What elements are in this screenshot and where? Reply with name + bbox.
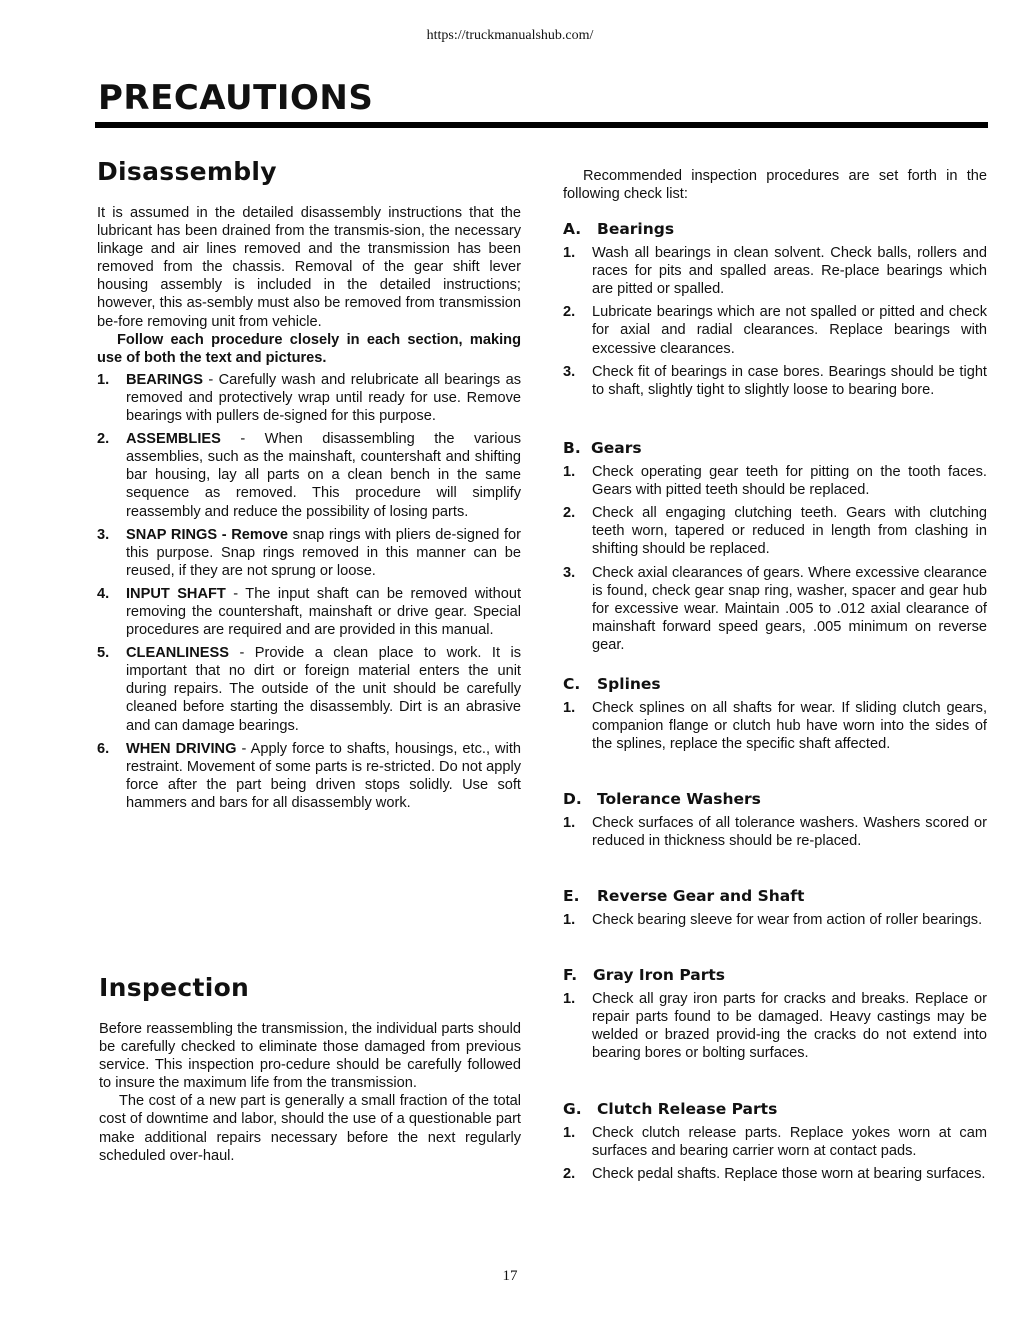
item-text: Check all gray iron parts for cracks and breaks. Replace or repair parts found to be damaged. Heavy castings may be welded or brazed provid-ing the cracks do not extend into bearing bores or bolting surfaces. — [592, 991, 987, 1062]
item-number: 3. — [97, 526, 110, 543]
item-text: Lubricate bearings which are not spalled or pitted and check for axial and radial clearances. Replace bearings with excessive clearances. — [592, 304, 987, 357]
list-item — [563, 244, 987, 298]
list-item — [563, 1124, 987, 1160]
list-item — [563, 699, 987, 753]
list-item — [563, 564, 987, 654]
list-item — [563, 504, 987, 558]
item-text: - Apply force to shafts, housings, etc., with restraint. Movement of some parts is re-stricted. Do not apply force after the part being driven stops solidly. Use soft hammers and bars for all disassembly work. — [126, 740, 522, 811]
item-number: 2. — [563, 304, 576, 321]
item-number: 1. — [563, 1125, 576, 1142]
list-item — [563, 1165, 987, 1183]
checklist-items — [563, 699, 987, 753]
item-text: Check clutch release parts. Replace yokes worn at cam surfaces and bearing carrier worn at contact pads. — [592, 1125, 987, 1160]
item-number: 2. — [563, 1166, 576, 1183]
checklist-items — [563, 911, 987, 929]
checklist-heading — [563, 887, 987, 905]
section-letter: A. — [563, 220, 582, 238]
list-item — [563, 911, 987, 929]
item-number: 3. — [563, 363, 576, 380]
list-item — [563, 990, 987, 1062]
item-number: 1. — [97, 371, 110, 388]
item-number: 5. — [97, 645, 110, 662]
item-text: Check splines on all shafts for wear. If sliding clutch gears, companion flange or clutch hub have worn into the sides of the splines, replace the specific shaft affected. — [592, 700, 987, 753]
section-letter: D. — [563, 790, 582, 808]
item-number: 1. — [563, 700, 576, 717]
section-letter: B. — [563, 439, 581, 457]
checklist-b — [563, 439, 987, 654]
item-term: INPUT SHAFT — [126, 585, 226, 602]
item-number: 6. — [97, 740, 110, 757]
list-item — [97, 585, 521, 639]
list-item — [563, 363, 987, 399]
item-number: 2. — [97, 431, 110, 448]
item-number: 1. — [563, 991, 576, 1008]
item-term: WHEN DRIVING — [126, 740, 237, 757]
checklist-heading — [563, 439, 987, 457]
list-item — [97, 430, 521, 520]
item-number: 1. — [563, 815, 576, 832]
list-item — [563, 463, 987, 499]
inspection-paragraph-2: The cost of a new part is generally a small fraction of the total cost of downtime and labor, should the use of a questionable part make additional repairs necessary before the next regularly scheduled over-haul. — [99, 1093, 521, 1164]
section-title: Splines — [597, 675, 661, 693]
list-item — [97, 526, 521, 580]
list-item — [563, 814, 987, 850]
checklist-heading — [563, 220, 987, 238]
checklist-intro-block — [563, 167, 987, 203]
section-letter: C. — [563, 675, 581, 693]
checklist-heading — [563, 675, 987, 693]
item-text: - Provide a clean place to work. It is important that no dirt or foreign material enters the unit during repairs. The outside of the unit should be carefully cleaned before starting the disassembly. Dirt is an abrasive and can damage bearings. — [126, 645, 521, 734]
checklist-heading — [563, 1100, 987, 1118]
checklist-f — [563, 966, 987, 1062]
checklist-a — [563, 220, 987, 399]
item-number: 1. — [563, 464, 576, 481]
checklist-c — [563, 675, 987, 753]
checklist-heading — [563, 966, 987, 984]
disassembly-intro: It is assumed in the detailed disassembly instructions that the lubricant has been drained from the transmis-sion, the necessary linkage and air lines removed and the transmission has been removed from the chassis. Removal of the gear shift lever housing assembly is included in the detailed instructions; however, this as-sembly must also be removed from transmission be-fore removing unit from vehicle. — [97, 205, 521, 330]
section-letter: F. — [563, 966, 578, 984]
title-rule — [95, 122, 988, 128]
item-term: ASSEMBLIES — [126, 431, 221, 448]
list-item — [97, 740, 521, 812]
checklist-items — [563, 1124, 987, 1183]
item-text: snap rings with pliers de-signed for this purpose. Snap rings removed in this manner can be reused, if they are not sprung or loose. — [126, 526, 521, 579]
item-number: 1. — [563, 912, 576, 929]
disassembly-section — [97, 156, 521, 812]
item-text: Check pedal shafts. Replace those worn at bearing surfaces. — [592, 1166, 986, 1183]
item-number: 2. — [563, 505, 576, 522]
page-number: 17 — [502, 1268, 518, 1284]
item-text: Check operating gear teeth for pitting on the tooth faces. Gears with pitted teeth should be replaced. — [592, 464, 987, 499]
inspection-paragraph-1: Before reassembling the transmission, the individual parts should be carefully checked to eliminate those damaged from previous service. This inspection pro-cedure should be carefully followed to insure the maximum life from the transmission. — [99, 1021, 521, 1092]
item-text: Check axial clearances of gears. Where excessive clearance is found, check gear snap ring, washer, spacer and gear hub for excessive wear. Maintain .005 to .012 axial clearance of mainshaft forward speed gears, .005 minimum on reverse gear. — [592, 564, 987, 653]
checklist-e — [563, 887, 987, 929]
item-term: BEARINGS — [126, 371, 204, 388]
section-title: Clutch Release Parts — [597, 1100, 778, 1118]
item-text: - When disassembling the various assemblies, such as the mainshaft, countershaft and shifting bar housing, lay all parts on a clean bench in the same sequence as removed. This procedure will simplify reassembly and reduce the possibility of losing parts. — [126, 431, 521, 520]
disassembly-follow-note: Follow each procedure closely in each section, making use of both the text and pictures. — [97, 331, 521, 366]
disassembly-list — [97, 371, 521, 812]
item-number: 1. — [563, 245, 576, 262]
section-title: Reverse Gear and Shaft — [597, 887, 805, 905]
item-text: - Carefully wash and relubricate all bearings as removed and protectively wrap until ready for use. Remove bearings with pullers de-signed for this purpose. — [126, 371, 521, 425]
item-text: - The input shaft can be removed without removing the countershaft, mainshaft or drive gear. Special procedures are required and are provided in this manual. — [126, 585, 521, 639]
checklist-intro: Recommended inspection procedures are set forth in the following check list: — [563, 168, 987, 203]
section-letter: E. — [563, 887, 580, 905]
item-text: Check all engaging clutching teeth. Gears with clutching teeth worn, tapered or reduced in length from clashing in shifting should be replaced. — [592, 505, 987, 558]
item-text: Check bearing sleeve for wear from action of roller bearings. — [592, 912, 983, 929]
source-url: https://truckmanualshub.com/ — [426, 28, 594, 43]
checklist-items — [563, 463, 987, 654]
checklist-g — [563, 1100, 987, 1183]
inspection-heading: Inspection — [99, 973, 250, 1002]
section-title: Gears — [591, 439, 642, 457]
item-text: Check surfaces of all tolerance washers. Washers scored or reduced in thickness should be re-placed. — [592, 815, 987, 850]
page-title: PRECAUTIONS — [98, 78, 374, 118]
item-number: 4. — [97, 585, 110, 602]
section-title: Tolerance Washers — [597, 790, 761, 808]
list-item — [97, 371, 521, 425]
section-title: Bearings — [597, 220, 675, 238]
item-term: CLEANLINESS — [126, 645, 229, 662]
checklist-items — [563, 990, 987, 1062]
checklist-heading — [563, 790, 987, 808]
checklist-items — [563, 244, 987, 399]
disassembly-heading: Disassembly — [97, 157, 277, 186]
checklist-d — [563, 790, 987, 850]
checklist-items — [563, 814, 987, 850]
inspection-section — [99, 972, 521, 1165]
item-term: SNAP RINGS - Remove — [126, 526, 289, 543]
section-letter: G. — [563, 1100, 582, 1118]
item-text: Wash all bearings in clean solvent. Check balls, rollers and races for pits and spalled areas. Re-place bearings which are pitted or spalled. — [592, 245, 987, 298]
item-text: Check fit of bearings in case bores. Bearings should be tight to shaft, slightly tight to slightly loose to bearing bore. — [592, 363, 987, 398]
list-item — [563, 303, 987, 357]
item-number: 3. — [563, 564, 576, 581]
section-title: Gray Iron Parts — [593, 966, 726, 984]
list-item — [97, 644, 521, 734]
